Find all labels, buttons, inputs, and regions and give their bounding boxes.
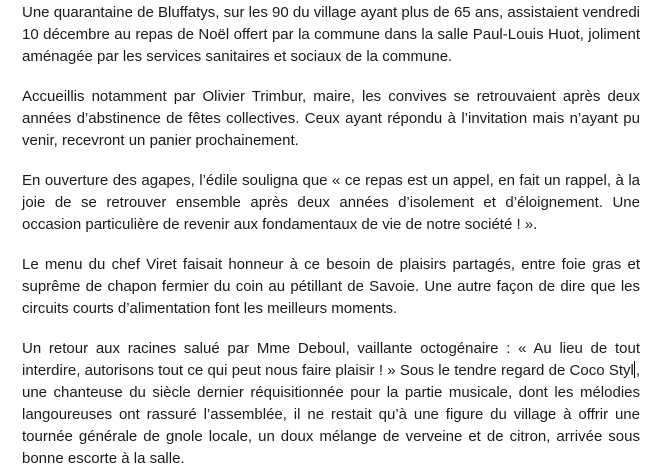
paragraph-3: En ouverture des agapes, l’édile souligna que « ce repas est un appel, en fait un rappel, à la joie de se retrouver ensemble après deux années d’isolement et d’éloignement. Une occasion particulière de revenir aux fondamentaux de vie de notre société ! ».	[22, 172, 640, 233]
paragraph-4: Le menu du chef Viret faisait honneur à ce besoin de plaisirs partagés, entre foie gras et suprême de chapon fermier du coin au pétillant de Savoie. Une autre façon de dire que les circuits courts d’alimentation font les meilleurs moments.	[22, 256, 640, 317]
paragraph-2: Accueillis notamment par Olivier Trimbur, maire, les convives se retrouvaient après deux années d’abstinence de fêtes collectives. Ceux ayant répondu à l’invitation mais n’ayant pu venir, recevront un panier prochainement.	[22, 88, 640, 149]
paragraph-5-text-after-caret: , une chanteuse du siècle dernier réquisitionnée pour la partie musicale, dont les mélodies langoureuses ont rassuré l’assemblée, il ne restait qu’à une figure du village à offrir une tournée générale de gnole locale, un doux mélange de verveine et de citron, arrivée sous bonne escorte à la salle.	[22, 362, 640, 467]
document-body[interactable]	[22, 2, 640, 470]
paragraph-1: Une quarantaine de Bluffatys, sur les 90 du village ayant plus de 65 ans, assistaient vendredi 10 décembre au repas de Noël offert par la commune dans la salle Paul-Louis Huot, joliment aménagée par les services sanitaires et sociaux de la commune.	[22, 4, 640, 65]
paragraph-5-text-before-caret: Un retour aux racines salué par Mme Deboul, vaillante octogénaire : « Au lieu de tout interdire, autorisons tout ce qui peut nous faire plaisir ! » Sous le tendre regard de Coco Styl	[22, 340, 640, 379]
paragraph-5	[22, 338, 640, 470]
